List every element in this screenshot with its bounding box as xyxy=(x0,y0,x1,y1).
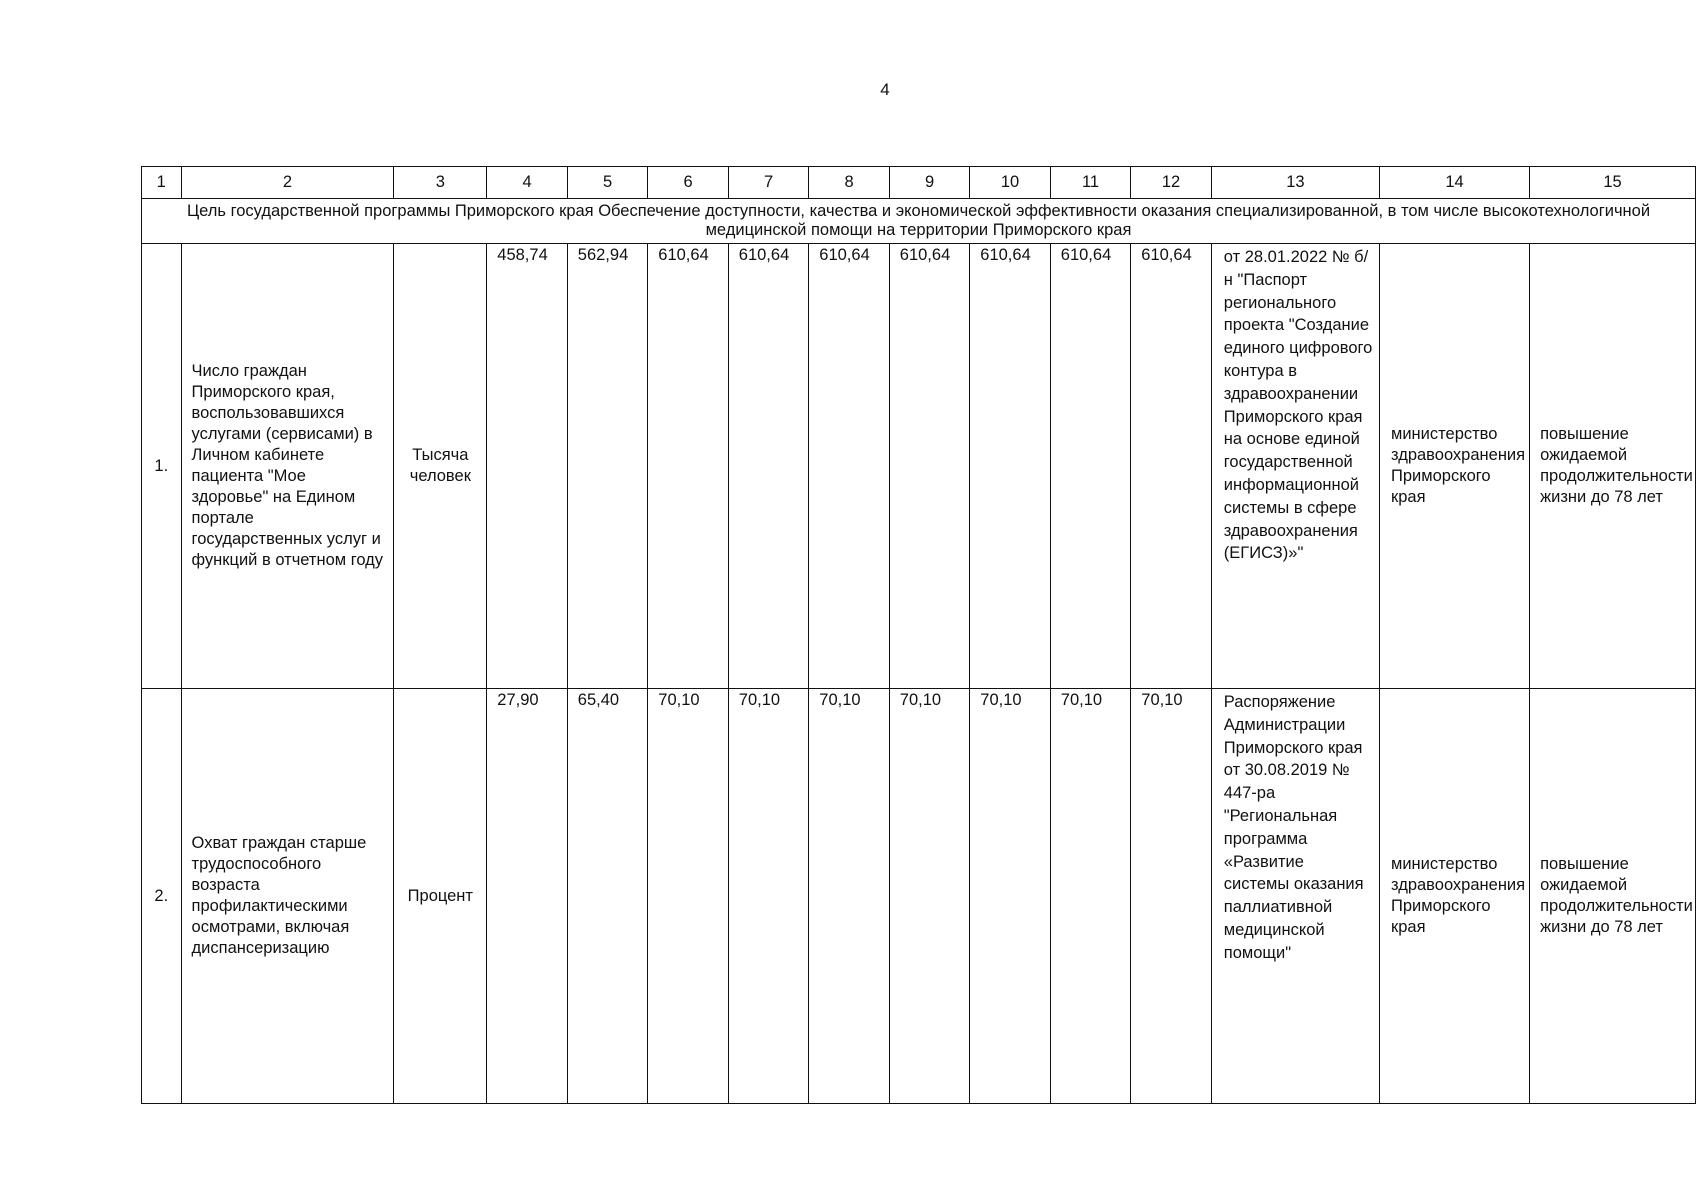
legal-basis: от 28.01.2022 № б/н "Паспорт регионального проекта "Создание единого цифрового контура в здравоохранении Приморского края на основе единой государственной информационной системы в сфере здравоохранения (ЕГИСЗ)»" xyxy=(1211,244,1379,689)
indicator-name: Охват граждан старше трудоспособного возраста профилактическими осмотрами, включая диспансеризацию xyxy=(181,689,394,1104)
indicator-value: 610,64 xyxy=(1050,244,1131,689)
column-number: 11 xyxy=(1050,167,1131,199)
column-number: 8 xyxy=(809,167,890,199)
indicator-value: 562,94 xyxy=(567,244,648,689)
page-number: 4 xyxy=(880,80,890,99)
legal-basis: Распоряжение Администрации Приморского края от 30.08.2019 № 447-ра "Региональная программа «Развитие системы оказания паллиативной медицинской помощи" xyxy=(1211,689,1379,1104)
indicator-value: 610,64 xyxy=(809,244,890,689)
column-number: 4 xyxy=(487,167,568,199)
indicator-value: 610,64 xyxy=(728,244,809,689)
indicator-value: 70,10 xyxy=(728,689,809,1104)
column-number: 2 xyxy=(181,167,394,199)
column-number: 12 xyxy=(1131,167,1212,199)
responsible-authority: министерство здравоохранения Приморского края xyxy=(1380,689,1530,1104)
indicator-value: 70,10 xyxy=(809,689,890,1104)
indicator-value: 610,64 xyxy=(648,244,729,689)
goal-row xyxy=(142,199,1696,244)
column-number: 5 xyxy=(567,167,648,199)
expected-result: повышение ожидаемой продолжительности жизни до 78 лет xyxy=(1530,689,1696,1104)
column-number: 7 xyxy=(728,167,809,199)
indicator-name: Число граждан Приморского края, воспользовавшихся услугами (сервисами) в Личном кабинете пациента "Мое здоровье" на Едином портале государственных услуг и функций в отчетном году xyxy=(181,244,394,689)
column-number: 13 xyxy=(1211,167,1379,199)
indicator-value: 27,90 xyxy=(487,689,568,1104)
row-number: 2. xyxy=(142,689,182,1104)
indicator-value: 610,64 xyxy=(970,244,1051,689)
column-number: 14 xyxy=(1380,167,1530,199)
row-number: 1. xyxy=(142,244,182,689)
indicator-value: 458,74 xyxy=(487,244,568,689)
unit-of-measure: Процент xyxy=(394,689,487,1104)
indicator-value: 65,40 xyxy=(567,689,648,1104)
column-number: 9 xyxy=(889,167,970,199)
column-number: 10 xyxy=(970,167,1051,199)
indicator-value: 70,10 xyxy=(1131,689,1212,1104)
column-number: 1 xyxy=(142,167,182,199)
indicators-table xyxy=(141,166,1696,1104)
expected-result: повышение ожидаемой продолжительности жизни до 78 лет xyxy=(1530,244,1696,689)
column-number: 15 xyxy=(1530,167,1696,199)
unit-of-measure: Тысяча человек xyxy=(394,244,487,689)
indicator-value: 610,64 xyxy=(889,244,970,689)
indicator-value: 70,10 xyxy=(889,689,970,1104)
column-number: 3 xyxy=(394,167,487,199)
responsible-authority: министерство здравоохранения Приморского края xyxy=(1380,244,1530,689)
indicator-value: 610,64 xyxy=(1131,244,1212,689)
table-row xyxy=(142,244,1696,689)
column-number-row xyxy=(142,167,1696,199)
indicator-value: 70,10 xyxy=(970,689,1051,1104)
program-goal: Цель государственной программы Приморского края Обеспечение доступности, качества и экономической эффективности оказания специализированной, в том числе высокотехнологичной медицинской помощи на территории Приморского края xyxy=(142,199,1696,244)
column-number: 6 xyxy=(648,167,729,199)
indicator-value: 70,10 xyxy=(648,689,729,1104)
table-row xyxy=(142,689,1696,1104)
indicator-value: 70,10 xyxy=(1050,689,1131,1104)
